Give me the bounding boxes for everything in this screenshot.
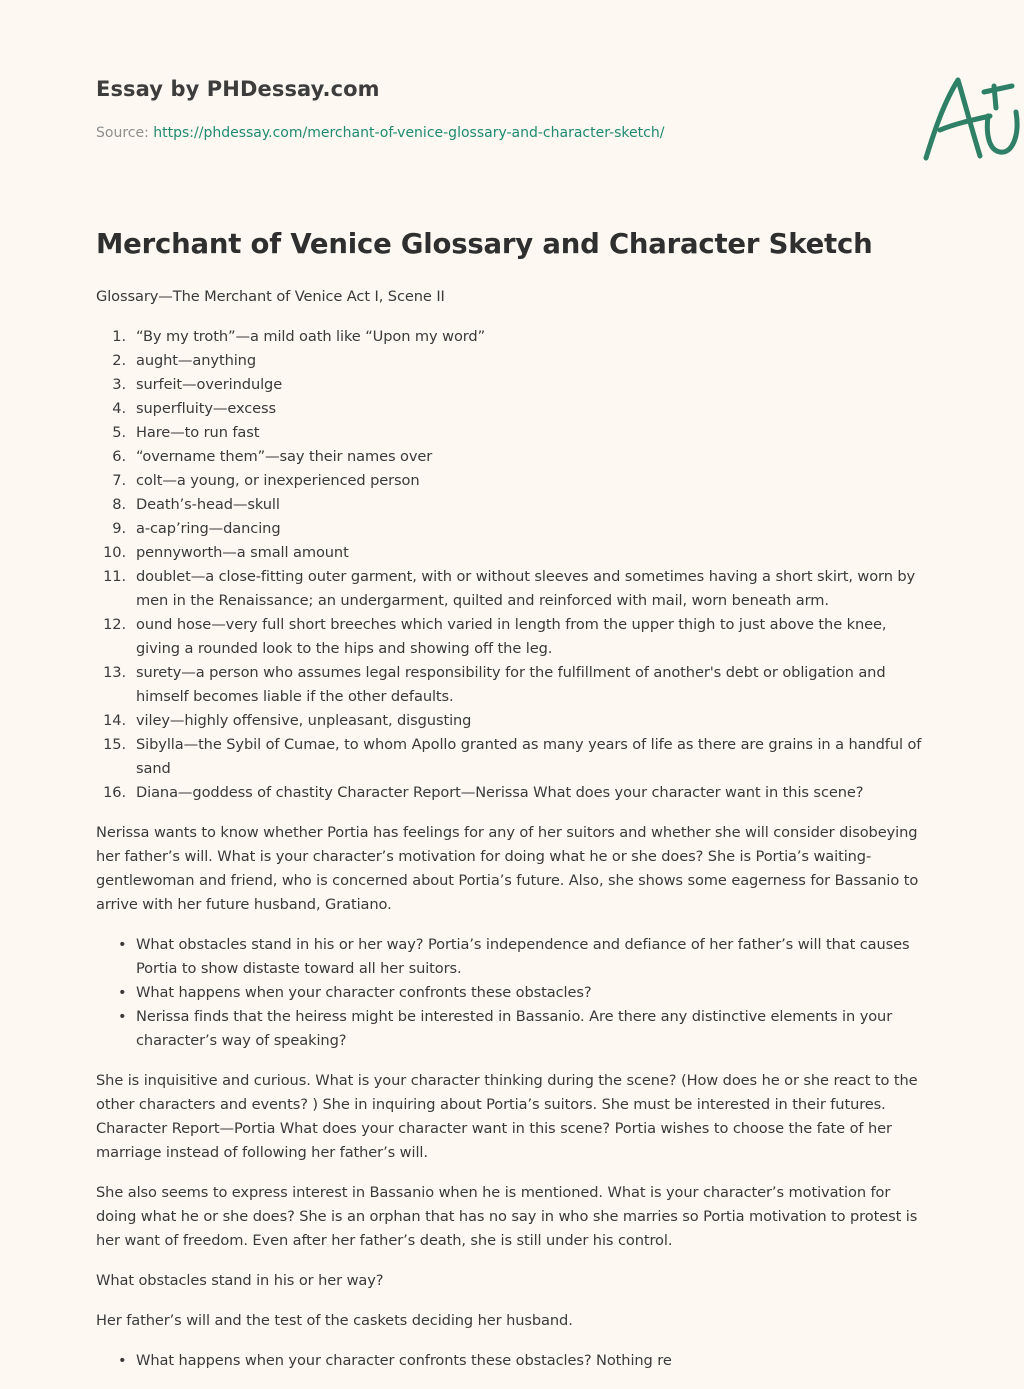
glossary-list [96,325,932,805]
list-item [96,781,932,805]
list-item [96,517,932,541]
bullet-list [96,1349,932,1373]
bullet-icon: • [118,1008,127,1025]
list-item [96,541,932,565]
list-item [96,397,932,421]
paragraph: She also seems to express interest in Bassanio when he is mentioned. What is your character’s motivation for doing what he or she does? She is an orphan that has no say in who she marries so Portia motivation to protest is her want of freedom. Even after her father’s death, she is still under his control. [96,1184,918,1249]
list-item [96,709,932,733]
list-text: Diana—goddess of chastity Character Report—Nerissa What does your character want in this scene? [136,784,864,801]
list-item [96,1349,932,1373]
list-number: 11. [103,568,126,585]
list-item [96,469,932,493]
bullet-icon: • [118,936,127,953]
list-number: 2. [112,352,126,369]
source-line [96,125,664,141]
essay-body [96,285,932,1389]
list-text: What obstacles stand in his or her way? Portia’s independence and defiance of her father’s will that causes Portia to show distaste toward all her suitors. [136,936,910,977]
list-item [96,373,932,397]
list-text: doublet—a close-fitting outer garment, with or without sleeves and sometimes having a short skirt, worn by men in the Renaissance; an undergarment, quilted and reinforced with mail, worn beneath arm. [136,568,916,609]
list-text: “By my troth”—a mild oath like “Upon my word” [136,328,486,345]
list-number: 5. [112,424,126,441]
list-number: 6. [112,448,126,465]
list-text: Nerissa finds that the heiress might be interested in Bassanio. Are there any distinctive elements in your character’s way of speaking? [136,1008,893,1049]
list-text: superfluity—excess [136,400,277,417]
list-text: surety—a person who assumes legal responsibility for the fulfillment of another's debt or obligation and himself becomes liable if the other defaults. [136,664,886,705]
list-text: ound hose—very full short breeches which varied in length from the upper thigh to just above the knee, giving a rounded look to the hips and showing off the leg. [136,616,887,657]
list-number: 13. [103,664,126,681]
source-link[interactable]: https://phdessay.com/merchant-of-venice-glossary-and-character-sketch/ [153,125,665,141]
list-text: a-cap’ring—dancing [136,520,281,537]
list-number: 14. [103,712,126,729]
list-number: 10. [103,544,126,561]
list-text: surfeit—overindulge [136,376,283,393]
list-text: What happens when your character confronts these obstacles? Nothing re [136,1352,672,1369]
list-number: 8. [112,496,126,513]
list-text: colt—a young, or inexperienced person [136,472,420,489]
list-item [96,493,932,517]
list-item [96,733,932,781]
list-item [96,565,932,613]
bullet-icon: • [118,984,127,1001]
list-text: viley—highly offensive, unpleasant, disgusting [136,712,472,729]
paragraph: What obstacles stand in his or her way? [96,1272,384,1289]
brand-name: Essay by PHDessay.com [96,77,380,101]
list-number: 3. [112,376,126,393]
list-item [96,445,932,469]
list-item [96,325,932,349]
source-label: Source: [96,125,154,141]
list-item [96,661,932,709]
list-item [96,933,932,981]
list-text: pennyworth—a small amount [136,544,349,561]
list-number: 7. [112,472,126,489]
list-item [96,421,932,445]
bullet-icon: • [118,1352,127,1369]
bullet-list [96,933,932,1053]
list-number: 15. [103,736,126,753]
list-text: aught—anything [136,352,256,369]
list-text: Hare—to run fast [136,424,260,441]
list-number: 4. [112,400,126,417]
glossary-intro: Glossary—The Merchant of Venice Act I, Scene II [96,288,445,305]
paragraph: Nerissa wants to know whether Portia has feelings for any of her suitors and whether she will consider disobeying her father’s will. What is your character’s motivation for doing what he or she does? She is Portia’s waiting-gentlewoman and friend, who is concerned about Portia’s future. Also, she shows some eagerness for Bassanio to arrive with her future husband, Gratiano. [96,824,919,913]
list-number: 1. [112,328,126,345]
list-text: “overname them”—say their names over [136,448,433,465]
list-item [96,349,932,373]
list-text: Sibylla—the Sybil of Cumae, to whom Apollo granted as many years of life as there are grains in a handful of sand [136,736,922,777]
list-item [96,1005,932,1053]
page-title: Merchant of Venice Glossary and Character Sketch [96,228,873,260]
paragraph: Her father’s will and the test of the caskets deciding her husband. [96,1312,573,1329]
list-item [96,613,932,661]
list-text: What happens when your character confronts these obstacles? [136,984,592,1001]
list-item [96,981,932,1005]
list-number: 9. [112,520,126,537]
list-text: Death’s-head—skull [136,496,280,513]
list-number: 12. [103,616,126,633]
a-plus-logo-icon [920,68,1024,164]
paragraph: She is inquisitive and curious. What is your character thinking during the scene? (How does he or she react to the other characters and events? ) She in inquiring about Portia’s suitors. She must be interested in their futures. Character Report—Portia What does your character want in this scene? Portia wishes to choose the fate of her marriage instead of following her father’s will. [96,1072,918,1161]
list-number: 16. [103,784,126,801]
